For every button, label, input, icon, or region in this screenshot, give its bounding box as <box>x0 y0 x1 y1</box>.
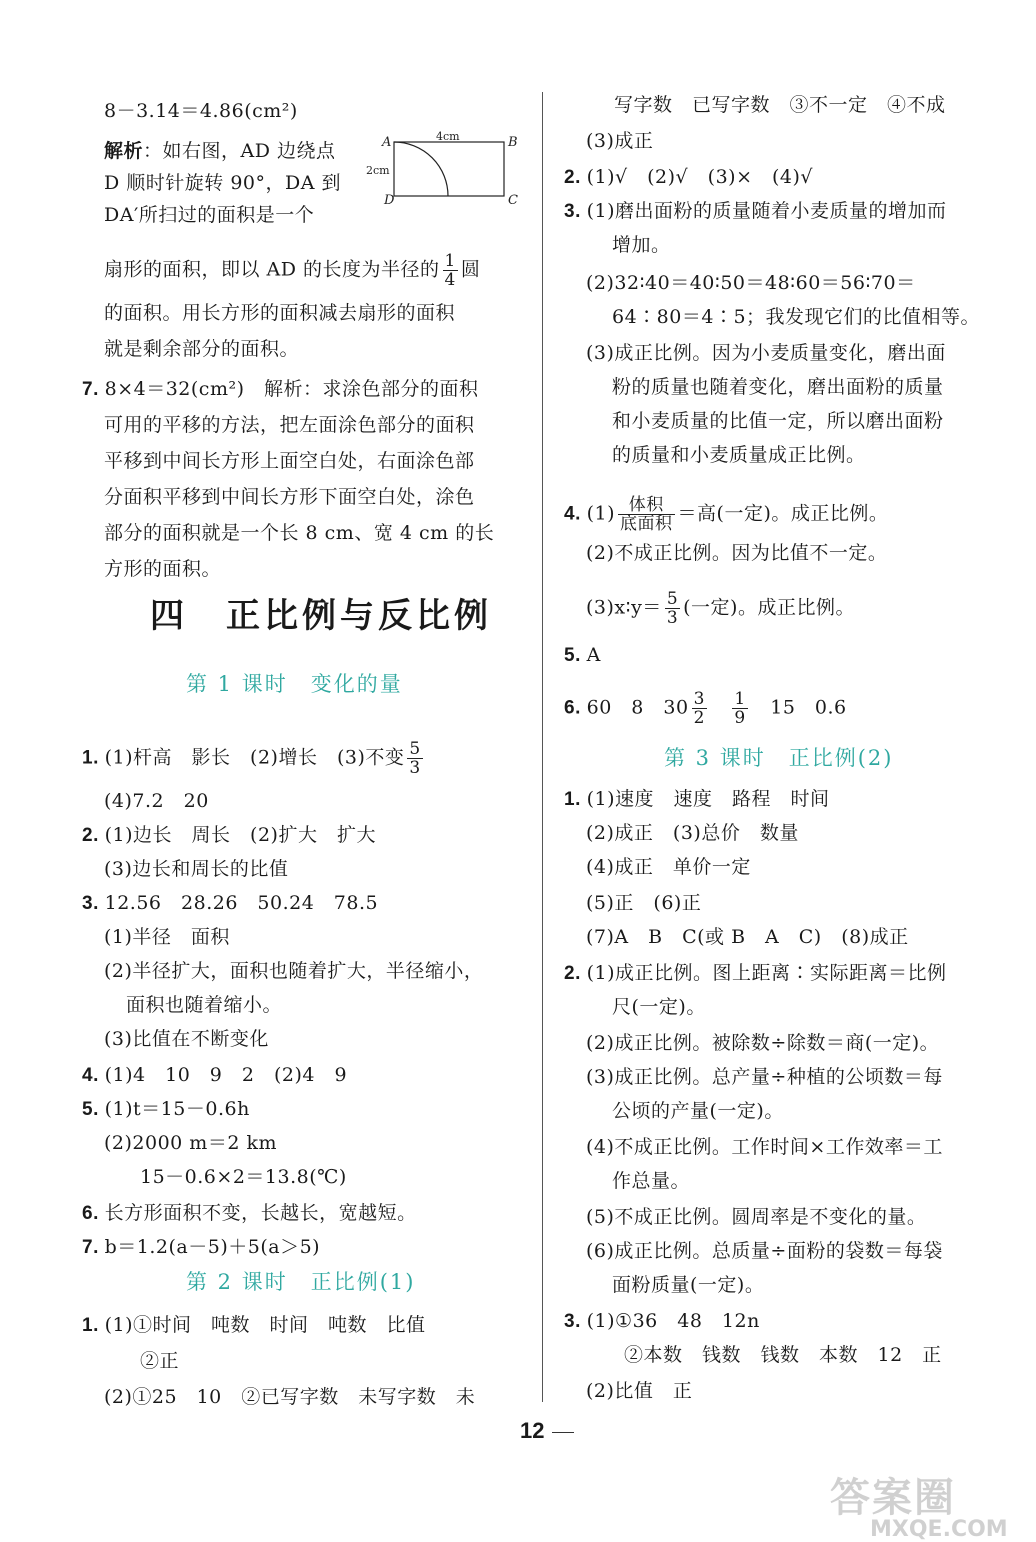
right-answer-line <box>586 820 799 846</box>
fraction <box>443 252 458 289</box>
answer-text: (4)不成正比例。工作时间×工作效率＝工 <box>586 1136 943 1158</box>
section-title: 四 正比例与反比例 <box>150 596 492 636</box>
left-answer-line <box>104 300 455 326</box>
question-number: 1. <box>82 1315 105 1336</box>
answer-text: (1)①36 48 12n <box>586 1310 760 1332</box>
question-number: 4. <box>564 503 587 525</box>
answer-text: (1)成正比例。图上距离∶实际距离＝比例 <box>586 962 947 984</box>
left-answer-line <box>104 1130 277 1156</box>
fraction <box>618 496 675 533</box>
right-answer-line <box>586 340 946 366</box>
answer-text: 尺(一定)。 <box>612 996 706 1018</box>
page-number-dash <box>552 1432 574 1433</box>
answer-text-after: 15 0.6 <box>750 696 847 719</box>
answer-text: (2)半径扩大，面积也随着扩大，半径缩小， <box>104 960 484 982</box>
label-b: B <box>508 135 518 150</box>
fraction-numerator: 1 <box>734 689 746 709</box>
right-answer-line <box>564 786 830 813</box>
watermark-text: 答案圈 <box>830 1475 956 1521</box>
question-number: 7. <box>82 379 105 400</box>
answer-text: (3)成正比例。因为小麦质量变化，磨出面 <box>586 342 946 364</box>
fraction-denominator: 底面积 <box>620 514 673 534</box>
fraction <box>732 690 747 727</box>
question-number: 2. <box>564 963 587 984</box>
fraction <box>692 690 707 727</box>
fraction-denominator: 2 <box>693 708 705 728</box>
answer-text: (1) <box>586 502 616 525</box>
question-number: 6. <box>82 1203 105 1224</box>
question-number: 4. <box>82 1065 105 1086</box>
right-answer-line <box>586 590 855 627</box>
right-answer-line <box>586 270 916 296</box>
answer-text: 8－3.14＝4.86(cm²) <box>104 100 298 122</box>
answer-text: (4)7.2 20 <box>104 790 209 812</box>
left-answer-line <box>104 958 483 984</box>
left-answer-line <box>104 520 494 546</box>
left-answer-line <box>104 336 299 362</box>
left-answer-line <box>140 1348 179 1374</box>
answer-text: (4)成正 单价一定 <box>586 856 751 878</box>
question-number: 5. <box>82 1099 105 1120</box>
answer-text-after: ＝高(一定)。成正比例。 <box>677 502 889 525</box>
answer-text: 15－0.6×2＝13.8(℃) <box>140 1166 347 1188</box>
right-answer-line <box>612 408 944 434</box>
right-answer-line <box>564 1308 760 1335</box>
answer-text: (2)比值 正 <box>586 1380 693 1402</box>
answer-text: (2)成正 (3)总价 数量 <box>586 822 799 844</box>
right-answer-line <box>586 1204 926 1230</box>
right-answer-line <box>612 304 980 330</box>
right-answer-line <box>564 690 847 727</box>
right-answer-line <box>612 1272 764 1298</box>
fraction-denominator: 3 <box>666 608 679 628</box>
left-answer-line <box>82 890 378 917</box>
answer-text: ：如右图，AD 边绕点 <box>143 140 336 162</box>
fraction-numerator: 5 <box>409 739 421 759</box>
question-number: 3. <box>564 1311 587 1332</box>
answer-text: 60 8 30 <box>586 696 689 719</box>
left-answer-line <box>104 138 336 164</box>
label-a: A <box>382 135 392 150</box>
right-answer-line <box>586 854 751 880</box>
question-number: 1. <box>564 789 587 810</box>
question-number: 6. <box>564 697 587 719</box>
answer-text: (1)半径 面积 <box>104 926 230 948</box>
left-answer-line <box>104 412 475 438</box>
lesson-heading-1: 第 1 课时 变化的量 <box>186 672 403 696</box>
analysis-label: 解析 <box>104 140 144 162</box>
left-answer-line <box>104 170 341 196</box>
right-answer-line <box>586 924 909 950</box>
answer-text: (6)成正比例。总质量÷面粉的袋数＝每袋 <box>586 1240 943 1262</box>
answer-text: (1)t＝15－0.6h <box>104 1098 250 1120</box>
answer-text: DA′所扫过的面积是一个 <box>104 204 315 226</box>
left-answer-line <box>104 788 209 814</box>
answer-text: 12.56 28.26 50.24 78.5 <box>104 892 379 914</box>
left-answer-line <box>104 448 475 474</box>
answer-text: 和小麦质量的比值一定，所以磨出面粉 <box>612 410 944 432</box>
page-number: 12 <box>520 1418 545 1443</box>
fraction <box>407 740 422 777</box>
left-answer-line <box>126 992 282 1018</box>
question-number: 5. <box>564 645 587 666</box>
right-answer-line <box>564 198 947 225</box>
answer-text: 写字数 已写字数 ③不一定 ④不成 <box>614 94 946 116</box>
label-2cm: 2cm <box>366 164 390 177</box>
question-number: 2. <box>564 167 587 188</box>
right-answer-line <box>612 232 671 258</box>
right-answer-line <box>564 960 947 987</box>
answer-text: ②本数 钱数 钱数 本数 12 正 <box>624 1344 942 1366</box>
answer-text: (1)①时间 吨数 时间 吨数 比值 <box>104 1314 426 1336</box>
answer-text: 的面积。用长方形的面积减去扇形的面积 <box>104 302 456 324</box>
rectangle-sector-diagram <box>364 130 524 210</box>
left-answer-line <box>82 1062 347 1089</box>
answer-text: (1)√ (2)√ (3)× (4)√ <box>586 166 814 188</box>
lesson-heading-2: 第 2 课时 正比例(1) <box>186 1270 416 1294</box>
left-answer-line <box>140 1164 347 1190</box>
right-answer-line <box>586 1030 939 1056</box>
answer-text: (3)边长和周长的比值 <box>104 858 289 880</box>
answer-text: 8×4＝32(cm²) 解析：求涂色部分的面积 <box>104 378 479 400</box>
right-answer-line <box>612 994 706 1020</box>
right-answer-line <box>564 642 601 669</box>
answer-text: 分面积平移到中间长方形下面空白处，涂色 <box>104 486 475 508</box>
answer-text-after: 圆 <box>460 258 481 281</box>
left-answer-line <box>104 924 230 950</box>
right-answer-line <box>586 890 701 916</box>
right-answer-line <box>586 1238 943 1264</box>
left-answer-line <box>82 1200 417 1227</box>
fraction <box>665 590 680 627</box>
answer-text: 扇形的面积，即以 AD 的长度为半径的 <box>104 258 440 281</box>
question-number: 3. <box>564 201 587 222</box>
answer-text: (2)成正比例。被除数÷除数＝商(一定)。 <box>586 1032 940 1054</box>
right-answer-line <box>612 1098 784 1124</box>
answer-text: 64∶80＝4∶5；我发现它们的比值相等。 <box>612 306 981 328</box>
left-answer-line <box>104 556 221 582</box>
label-c: C <box>508 193 518 208</box>
right-answer-line <box>624 1342 942 1368</box>
answer-text: (3)比值在不断变化 <box>104 1028 269 1050</box>
right-answer-line <box>586 1134 943 1160</box>
question-number: 1. <box>82 747 105 769</box>
fraction-numerator: 3 <box>693 689 705 709</box>
answer-text: (1)杆高 影长 (2)增长 (3)不变 <box>104 746 405 769</box>
left-answer-line <box>104 252 480 289</box>
answer-text: (2)不成正比例。因为比值不一定。 <box>586 542 888 564</box>
left-answer-line <box>82 1234 320 1261</box>
left-answer-line <box>82 376 479 403</box>
left-answer-line <box>82 1312 426 1339</box>
label-d: D <box>384 193 395 208</box>
right-answer-line <box>564 496 888 533</box>
answer-text: (1)磨出面粉的质量随着小麦质量的增加而 <box>586 200 947 222</box>
answer-text: (2)2000 m＝2 km <box>104 1132 277 1154</box>
answer-text: (5)正 (6)正 <box>586 892 702 914</box>
arc-shape <box>394 142 448 196</box>
answer-text: (3)x∶y＝ <box>586 596 662 619</box>
left-answer-line <box>104 98 298 124</box>
fraction-denominator: 3 <box>409 758 421 778</box>
question-number: 2. <box>82 825 105 846</box>
answer-text-after: (一定)。成正比例。 <box>683 596 855 619</box>
answer-text: 部分的面积就是一个长 8 cm、宽 4 cm 的长 <box>104 522 495 544</box>
left-answer-line <box>104 856 288 882</box>
answer-text: (2)32∶40＝40∶50＝48∶60＝56∶70＝ <box>586 272 916 294</box>
answer-text: (7)A B C(或 B A C) (8)成正 <box>586 926 909 948</box>
answer-text: 可用的平移的方法，把左面涂色部分的面积 <box>104 414 475 436</box>
answer-text: (3)成正比例。总产量÷种植的公顷数＝每 <box>586 1066 943 1088</box>
answer-text: 长方形面积不变，长越长，宽越短。 <box>104 1202 417 1224</box>
left-answer-line <box>82 740 426 777</box>
answer-text: (1)4 10 9 2 (2)4 9 <box>104 1064 348 1086</box>
answer-text: 面粉质量(一定)。 <box>612 1274 765 1296</box>
answer-text: 增加。 <box>612 234 671 256</box>
answer-text: (1)速度 速度 路程 时间 <box>586 788 830 810</box>
left-answer-line <box>82 1096 250 1123</box>
right-answer-line <box>586 1064 943 1090</box>
answer-text: 面积也随着缩小。 <box>126 994 283 1016</box>
left-answer-line <box>104 1026 269 1052</box>
lesson-heading-3: 第 3 课时 正比例(2) <box>664 746 894 770</box>
right-answer-line <box>586 1378 692 1404</box>
label-4cm: 4cm <box>436 130 460 143</box>
right-answer-line <box>614 92 946 118</box>
fraction-numerator: 体积 <box>618 496 675 515</box>
answer-text: 作总量。 <box>612 1170 691 1192</box>
answer-text: (1)边长 周长 (2)扩大 扩大 <box>104 824 376 846</box>
answer-text: A <box>586 644 601 666</box>
right-answer-line <box>564 164 813 191</box>
question-number: 7. <box>82 1237 105 1258</box>
watermark-url: MXQE.COM <box>870 1517 1008 1542</box>
left-answer-line <box>104 1384 475 1410</box>
answer-text: (2)①25 10 ②已写字数 未写字数 未 <box>104 1386 476 1408</box>
right-answer-line <box>612 1168 690 1194</box>
right-answer-line <box>586 128 653 154</box>
right-answer-line <box>612 442 866 468</box>
answer-text: 公顷的产量(一定)。 <box>612 1100 784 1122</box>
answer-text: 就是剩余部分的面积。 <box>104 338 300 360</box>
answer-text: 平移到中间长方形上面空白处，右面涂色部 <box>104 450 475 472</box>
watermark-logo <box>830 1466 1020 1542</box>
fraction-numerator: 1 <box>444 251 456 271</box>
right-answer-line <box>586 540 887 566</box>
answer-text: (5)不成正比例。圆周率是不变化的量。 <box>586 1206 927 1228</box>
left-answer-line <box>104 484 475 510</box>
answer-text: 粉的质量也随着变化，磨出面粉的质量 <box>612 376 944 398</box>
answer-text: 方形的面积。 <box>104 558 222 580</box>
fraction-denominator: 4 <box>444 270 456 290</box>
answer-text: (3)成正 <box>586 130 654 152</box>
left-answer-line <box>104 202 314 228</box>
answer-text: ②正 <box>140 1350 180 1372</box>
left-answer-line <box>82 822 376 849</box>
fraction-numerator: 5 <box>666 589 679 609</box>
right-answer-line <box>612 374 944 400</box>
answer-text: 的质量和小麦质量成正比例。 <box>612 444 866 466</box>
question-number: 3. <box>82 893 105 914</box>
fraction-denominator: 9 <box>734 708 746 728</box>
answer-text: b＝1.2(a－5)＋5(a＞5) <box>104 1236 321 1258</box>
column-divider <box>542 92 543 1402</box>
answer-text: D 顺时针旋转 90°，DA 到 <box>104 172 341 194</box>
rectangle-shape <box>394 142 504 196</box>
